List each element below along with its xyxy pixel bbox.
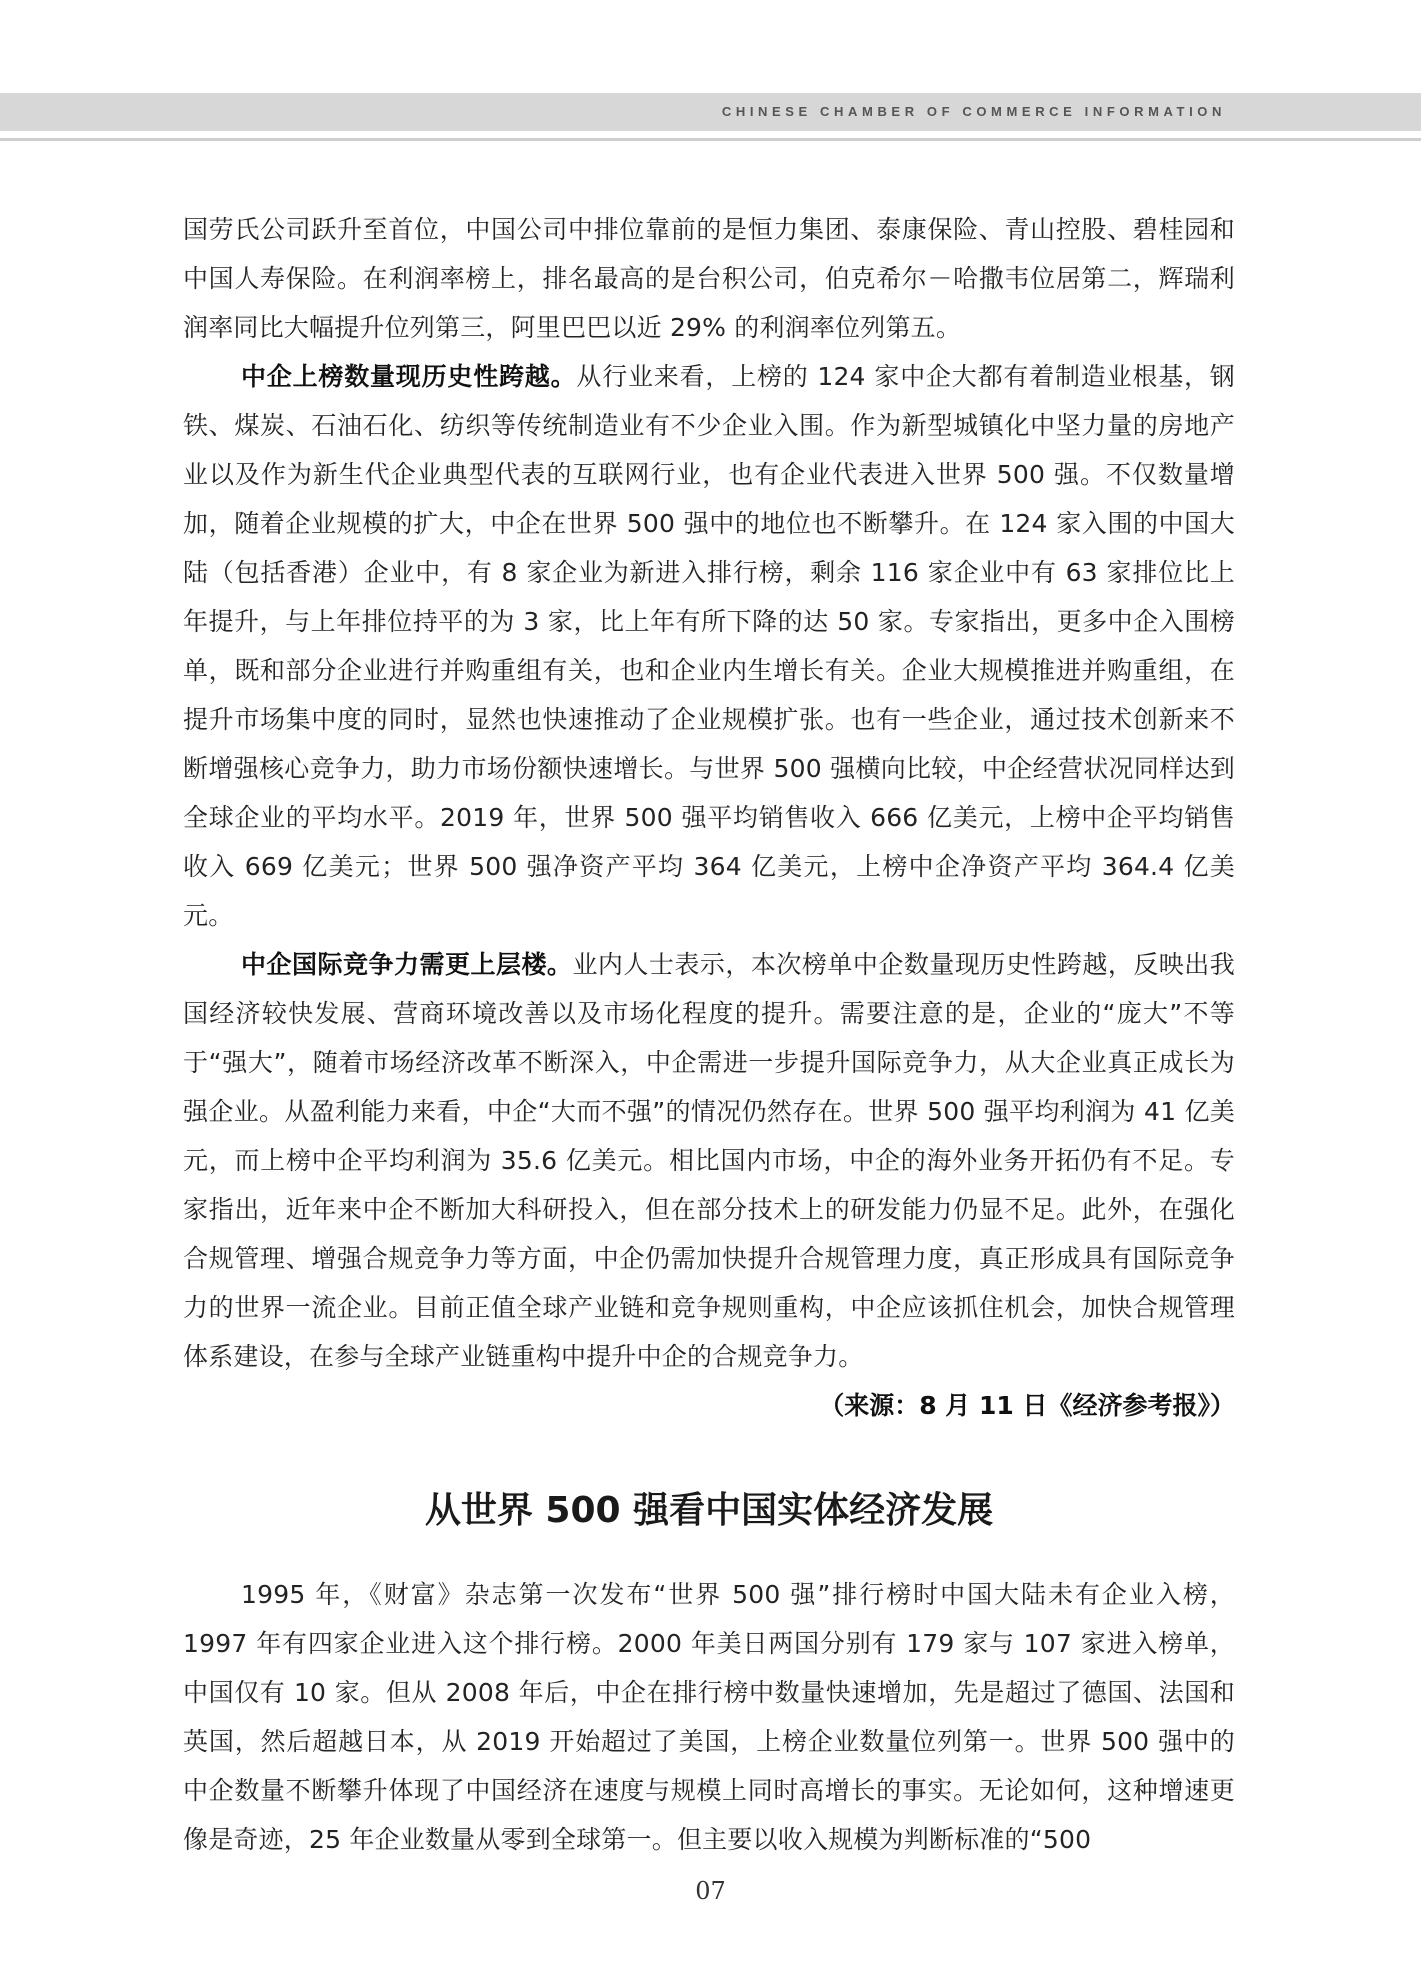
paragraph-section-body: 1995 年，《财富》杂志第一次发布“世界 500 强”排行榜时中国大陆未有企业入榜，1997 年有四家企业进入这个排行榜。2000 年美日两国分别有 179 家与 107 家进入榜单，中国仅有 10 家。但从 2008 年后，中企在排行榜中数量快速增加，先是超过了德国、法国和英国，然后超越日本，从 2019 开始超过了美国，上榜企业数量位列第一。世界 500 强中的中企数量不断攀升体现了中国经济在速度与规模上同时高增长的事实。无论如何，这种增速更像是奇迹，25 年企业数量从零到全球第一。但主要以收入规模为判断标准的“500 [183,1580,1235,1854]
header-title: CHINESE CHAMBER OF COMMERCE INFORMATION [721,104,1226,119]
paragraph-heading: 中企国际竞争力需更上层楼。 [241,950,573,979]
paragraph-listing-growth [183,352,1235,940]
paragraph-intro: 国劳氏公司跃升至首位，中国公司中排位靠前的是恒力集团、泰康保险、青山控股、碧桂园和中国人寿保险。在利润率榜上，排名最高的是台积公司，伯克希尔－哈撒韦位居第二，辉瑞利润率同比大幅提升位列第三，阿里巴巴以近 29% 的利润率位列第五。 [183,215,1235,342]
paragraph-body: 业内人士表示，本次榜单中企数量现历史性跨越，反映出我国经济较快发展、营商环境改善以及市场化程度的提升。需要注意的是，企业的“庞大”不等于“强大”，随着市场经济改革不断深入，中企需进一步提升国际竞争力，从大企业真正成长为强企业。从盈利能力来看，中企“大而不强”的情况仍然存在。世界 500 强平均利润为 41 亿美元，而上榜中企平均利润为 35.6 亿美元。相比国内市场，中企的海外业务开拓仍有不足。专家指出，近年来中企不断加大科研投入，但在部分技术上的研发能力仍显不足。此外，在强化合规管理、增强合规竞争力等方面，中企仍需加快提升合规管理力度，真正形成具有国际竞争力的世界一流企业。目前正值全球产业链和竞争规则重构，中企应该抓住机会，加快合规管理体系建设，在参与全球产业链重构中提升中企的合规竞争力。 [183,950,1236,1371]
header-band [0,93,1421,131]
section-title: 从世界 500 强看中国实体经济发展 [424,1490,994,1531]
paragraph-body: 从行业来看，上榜的 124 家中企大都有着制造业根基，钢铁、煤炭、石油石化、纺织等传统制造业有不少企业入围。作为新型城镇化中坚力量的房地产业以及作为新生代企业典型代表的互联网行业，也有企业代表进入世界 500 强。不仅数量增加，随着企业规模的扩大，中企在世界 500 强中的地位也不断攀升。在 124 家入围的中国大陆（包括香港）企业中，有 8 家企业为新进入排行榜，剩余 116 家企业中有 63 家排位比上年提升，与上年排位持平的为 3 家，比上年有所下降的达 50 家。专家指出，更多中企入围榜单，既和部分企业进行并购重组有关，也和企业内生增长有关。企业大规模推进并购重组，在提升市场集中度的同时，显然也快速推动了企业规模扩张。也有一些企业，通过技术创新来不断增强核心竞争力，助力市场份额快速增长。与世界 500 强横向比较，中企经营状况同样达到全球企业的平均水平。2019 年，世界 500 强平均销售收入 666 亿美元，上榜中企平均销售收入 669 亿美元；世界 500 强净资产平均 364 亿美元，上榜中企净资产平均 364.4 亿美元。 [183,362,1236,930]
paragraph-competitiveness [183,940,1235,1381]
page-number: 07 [695,1877,726,1905]
header-divider [0,138,1421,141]
source-citation: （来源：8 月 11 日《经济参考报》） [819,1391,1235,1420]
page-content [183,205,1235,1864]
paragraph-heading: 中企上榜数量现历史性跨越。 [241,362,577,391]
